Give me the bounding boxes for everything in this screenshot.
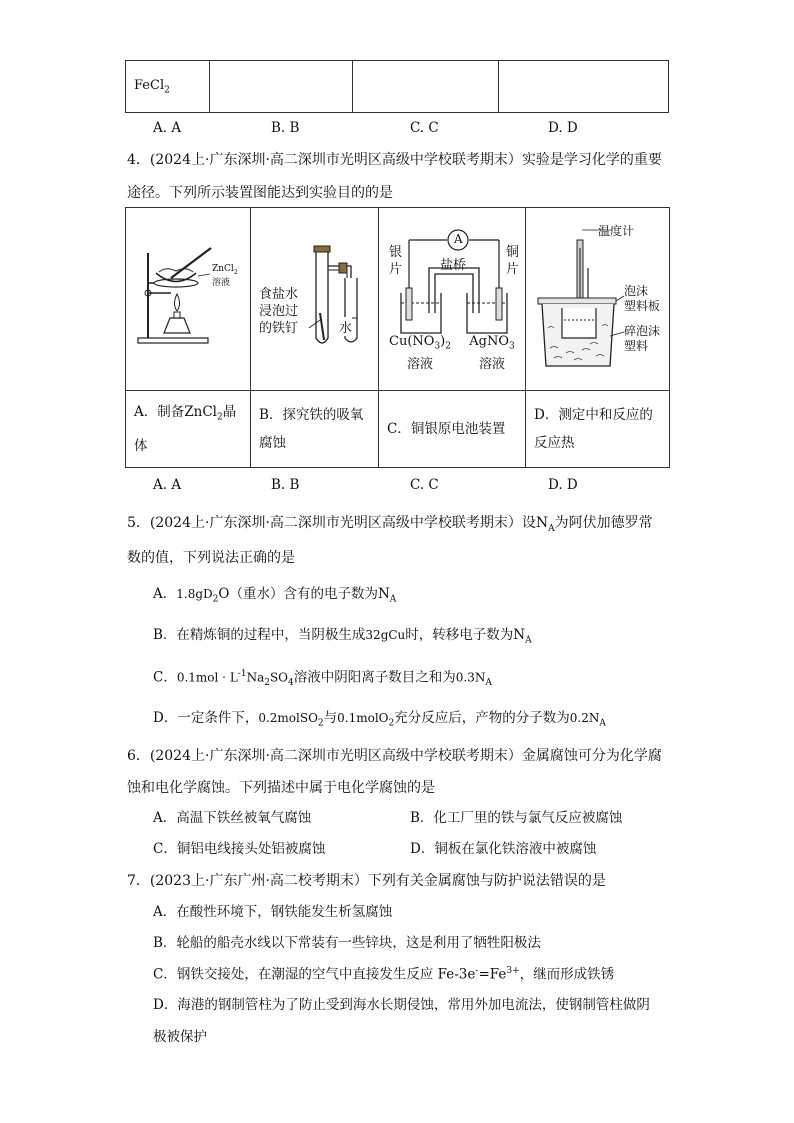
q7-option-c[interactable]: C．钢铁交接处，在潮湿的空气中直接发生反应 $Fe-3e^-=Fe^{3+}$，继而形成铁锈 — [153, 966, 615, 983]
q6-option-d[interactable]: D．铜板在氯化铁溶液中被腐蚀 — [410, 841, 597, 857]
table-cell — [499, 61, 669, 113]
q7-option-a[interactable]: A．在酸性环境下，钢铁能发生析氢腐蚀 — [153, 904, 393, 920]
fig1-label: ZnCl$_2$ 溶液 — [212, 264, 238, 288]
left-electrode-label: 银 片 — [389, 245, 403, 277]
q6-option-b[interactable]: B．化工厂里的铁与氯气反应被腐蚀 — [410, 810, 623, 826]
q5-option-b[interactable]: B．在精炼铜的过程中，当阴极生成32gCu时，转移电子数为$N_A$ — [153, 627, 532, 646]
caption-d: D．测定中和反应的 反应热 — [526, 391, 670, 468]
q5-option-d[interactable]: D．一定条件下，0.2molSO$_2$与0.1molO$_2$充分反应后，产物的分子数为$0.2N_A$ — [153, 710, 606, 729]
q3-option-a[interactable]: A. A — [153, 120, 182, 136]
ammeter-label: A — [454, 232, 463, 246]
fig-calorimeter — [526, 208, 670, 391]
q5-option-a[interactable]: A．$1.8gD_2O$（重水）含有的电子数为$N_A$ — [153, 586, 397, 605]
q3-option-b[interactable]: B. B — [271, 120, 300, 136]
table-cell — [353, 61, 499, 113]
q5-stem-line2: 数的值，下列说法正确的是 — [127, 550, 295, 566]
q4-option-d[interactable]: D. D — [548, 477, 578, 493]
foam-board-label: 泡沫 塑料板 — [624, 284, 661, 313]
q6-option-a[interactable]: A．高温下铁丝被氧气腐蚀 — [153, 810, 312, 826]
q4-stem-line2: 途径。下列所示装置图能达到实验目的的是 — [127, 185, 393, 201]
q4-option-a[interactable]: A. A — [153, 477, 182, 493]
fig-evaporation — [126, 208, 251, 391]
caption-b: B．探究铁的吸氧 腐蚀 — [251, 391, 379, 468]
right-solution-label: AgNO$_3$ 溶液 — [469, 334, 515, 372]
q7-option-b[interactable]: B．轮船的船壳水线以下常装有一些锌块，这是利用了牺牲阳极法 — [153, 935, 541, 951]
top-answer-table — [125, 60, 669, 113]
q3-option-c[interactable]: C. C — [410, 120, 439, 136]
fig-iron-oxygen-corrosion — [251, 208, 379, 391]
q4-option-c[interactable]: C. C — [410, 477, 439, 493]
fig2-label: 食盐水 浸泡过 的铁钉 — [259, 287, 299, 336]
q4-apparatus-table — [125, 207, 670, 468]
table-row-label: FeCl$_2$ — [126, 61, 210, 113]
q5-stem-line1: 5．(2024上·广东深圳·高二深圳市光明区高级中学校联考期末）设$N_A$为阿伏加德罗常 — [127, 515, 653, 534]
q3-option-d[interactable]: D. D — [548, 120, 578, 136]
q4-stem-line1: 4．(2024上·广东深圳·高二深圳市光明区高级中学校联考期末）实验是学习化学的重要 — [127, 152, 662, 168]
fig-galvanic-cell — [379, 208, 526, 391]
q6-stem-line2: 蚀和电化学腐蚀。下列描述中属于电化学腐蚀的是 — [127, 780, 435, 796]
foam-bits-label: 碎泡沫 塑料 — [624, 324, 661, 353]
thermometer-label: 温度计 — [598, 224, 635, 238]
q7-option-d-line2: 极被保护 — [153, 1029, 207, 1045]
right-electrode-label: 铜 片 — [506, 245, 520, 277]
q6-stem-line1: 6．(2024上·广东深圳·高二深圳市光明区高级中学校联考期末）金属腐蚀可分为化学腐 — [127, 748, 662, 764]
q6-option-c[interactable]: C．铜铝电线接头处铝被腐蚀 — [153, 841, 326, 857]
caption-a: A．制备ZnCl$_2$晶 体 — [126, 391, 251, 468]
evaporating-dish-figure — [126, 208, 250, 386]
q7-option-d-line1[interactable]: D．海港的钢制管柱为了防止受到海水长期侵蚀，常用外加电流法，使钢制管柱做阴 — [153, 997, 650, 1013]
table-cell — [210, 61, 353, 113]
q4-option-b[interactable]: B. B — [271, 477, 300, 493]
left-solution-label: $Cu(NO_3)_2$ 溶液 — [389, 334, 451, 372]
q5-option-c[interactable]: C．$0.1mol \cdot L^{-1}Na_2SO_4$溶液中阴阳离子数目之和为$0.3N_A$ — [153, 669, 492, 689]
salt-bridge-label: 盐桥 — [440, 258, 467, 273]
caption-c: C．铜银原电池装置 — [379, 391, 526, 468]
fig2-water-label: 水 — [339, 317, 352, 336]
q7-stem-line1: 7．(2023上·广东广州·高二校考期末）下列有关金属腐蚀与防护说法错误的是 — [127, 873, 606, 889]
